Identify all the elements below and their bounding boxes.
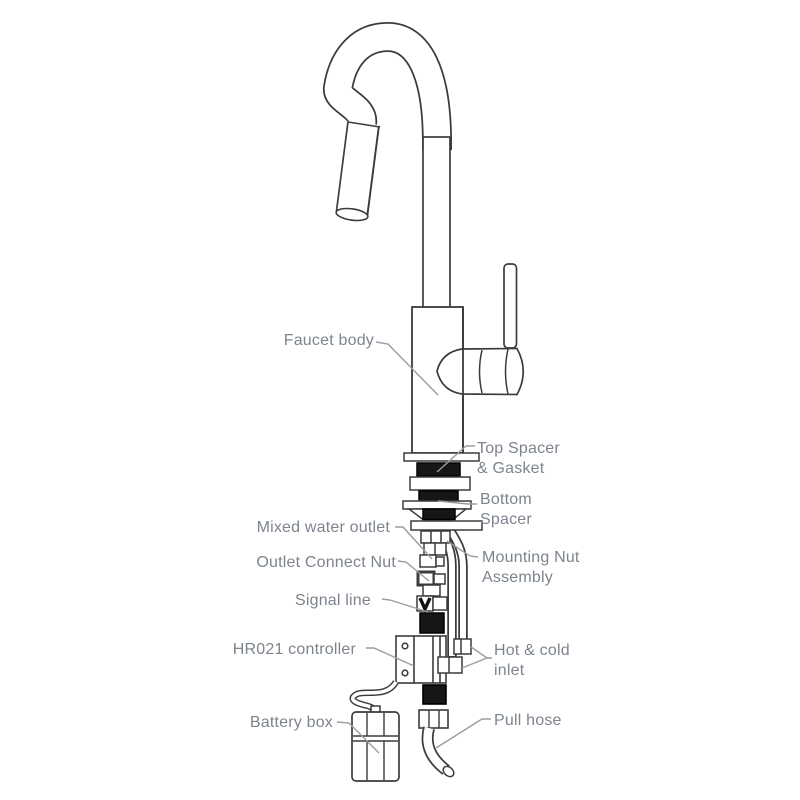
- top-flange: [404, 453, 479, 461]
- callout-mounting-nut-assembly: [482, 548, 580, 587]
- pull-hose-drawing: [419, 710, 456, 779]
- callout-hot-cold-line2: inlet: [494, 661, 525, 679]
- callout-mixed-water-outlet: [257, 518, 390, 538]
- callout-bottom-spacer-line2: Spacer: [480, 510, 532, 528]
- callout-pull-hose-text: Pull hose: [494, 712, 562, 729]
- callout-top-spacer-line1: Top Spacer: [477, 440, 560, 457]
- callout-hot-cold-inlet: [494, 641, 570, 680]
- threaded-shank: [423, 509, 455, 520]
- callout-faucet-body-text: Faucet body: [283, 332, 374, 349]
- mixed-water-outlet-fitting: [420, 555, 436, 567]
- leader-hot-cold-2: [462, 658, 487, 668]
- controller-screw-top: [402, 643, 408, 649]
- callout-bottom-spacer: [480, 490, 532, 529]
- battery-case: [352, 712, 399, 781]
- callout-bottom-spacer-line1: Bottom: [480, 491, 532, 508]
- top-spacer-ring: [410, 477, 470, 490]
- inlet-fitting-left: [438, 657, 462, 673]
- callout-battery-box-text: Battery box: [249, 714, 333, 731]
- mounting-plate: [411, 521, 482, 530]
- gasket-ring: [417, 463, 460, 476]
- callout-mixed-water-outlet-text: Mixed water outlet: [256, 519, 390, 536]
- callout-faucet-body: [284, 331, 374, 351]
- leader-hot-cold-1: [471, 647, 492, 658]
- pull-hose-nut: [419, 710, 448, 728]
- callout-hr021-controller: [233, 640, 356, 660]
- callout-top-spacer-line2: & Gasket: [477, 459, 545, 477]
- callout-hr021-controller-text: HR021 controller: [232, 641, 356, 658]
- handle-lever: [504, 264, 517, 348]
- callout-signal-line: [295, 591, 371, 611]
- spout-assembly: [335, 37, 450, 308]
- callout-signal-line-text: Signal line: [294, 592, 371, 609]
- callout-mounting-nut-line1: Mounting Nut: [482, 549, 580, 566]
- callout-outlet-connect-nut-text: Outlet Connect Nut: [256, 554, 396, 571]
- callout-hot-cold-line1: Hot & cold: [494, 642, 570, 659]
- callout-mounting-nut-line2: Assembly: [482, 568, 553, 586]
- controller-screw-bottom: [402, 670, 408, 676]
- mounting-nut-assembly-drawing: [411, 521, 482, 633]
- inlet-fitting-right: [454, 639, 471, 654]
- spacer-stack: [403, 453, 479, 520]
- callout-outlet-connect-nut: [256, 553, 396, 573]
- riser-pipe: [423, 137, 450, 308]
- mounting-nut: [421, 531, 450, 543]
- callout-pull-hose: [494, 711, 562, 731]
- controller-outlet-nut: [423, 685, 446, 704]
- callout-battery-box: [250, 713, 333, 733]
- callout-top-spacer-gasket: [477, 439, 560, 478]
- bottom-spacer-flange: [403, 501, 471, 509]
- battery-box-drawing: [352, 682, 399, 781]
